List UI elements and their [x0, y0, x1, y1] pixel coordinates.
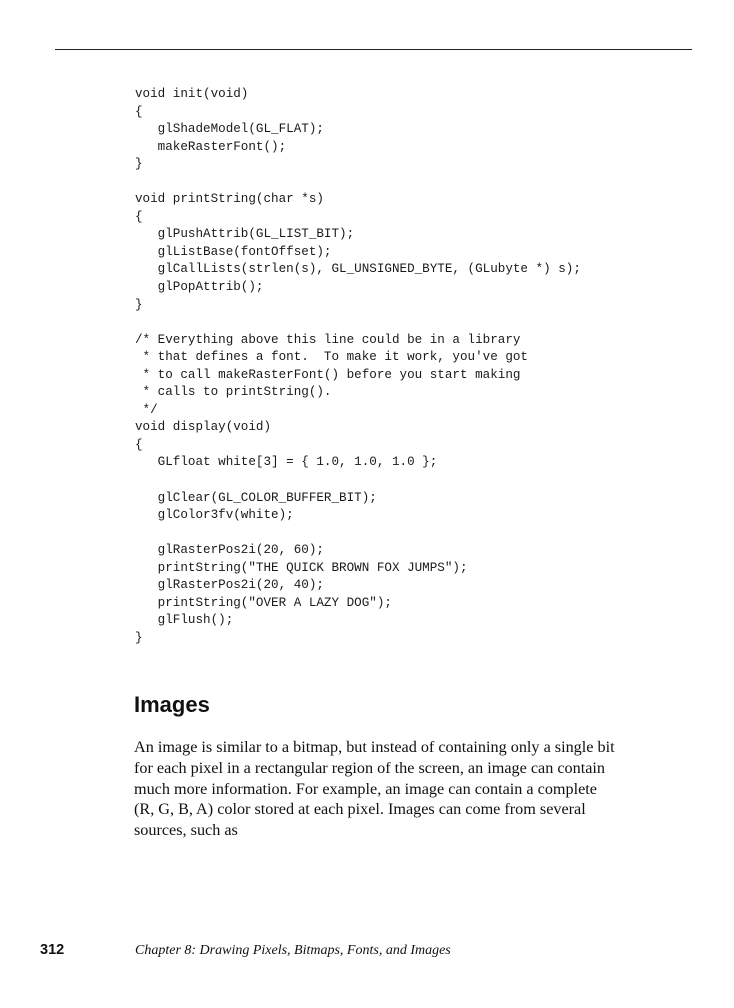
code-line: } — [135, 297, 143, 312]
code-line: printString("THE QUICK BROWN FOX JUMPS"); — [135, 560, 468, 575]
code-line: { — [135, 104, 143, 119]
code-line: */ — [135, 402, 158, 417]
code-line: { — [135, 209, 143, 224]
code-line: glFlush(); — [135, 613, 234, 628]
code-line: * that defines a font. To make it work, you've got — [135, 350, 528, 365]
code-line: void printString(char *s) — [135, 192, 324, 207]
code-line: * calls to printString(). — [135, 385, 332, 400]
page-number: 312 — [40, 942, 65, 958]
code-line: /* Everything above this line could be in a library — [135, 332, 521, 347]
code-listing — [135, 86, 581, 648]
code-line: } — [135, 630, 143, 645]
paragraph-line: sources, such as — [134, 821, 238, 840]
section-heading: Images — [134, 692, 210, 717]
code-line: } — [135, 157, 143, 172]
code-line — [135, 174, 581, 192]
code-line: glShadeModel(GL_FLAT); — [135, 122, 324, 137]
code-line: glClear(GL_COLOR_BUFFER_BIT); — [135, 490, 377, 505]
code-line: glPushAttrib(GL_LIST_BIT); — [135, 227, 355, 242]
paragraph-line: (R, G, B, A) color stored at each pixel. Images can come from several — [134, 800, 586, 819]
code-line: printString("OVER A LAZY DOG"); — [135, 595, 392, 610]
code-line — [135, 314, 581, 332]
code-line: makeRasterFont(); — [135, 139, 287, 154]
code-line: GLfloat white[3] = { 1.0, 1.0, 1.0 }; — [135, 455, 438, 470]
paragraph-line: for each pixel in a rectangular region of the screen, an image can contain — [134, 758, 606, 777]
code-line: glRasterPos2i(20, 60); — [135, 543, 324, 558]
header-rule — [55, 49, 692, 50]
code-line — [135, 525, 581, 543]
body-paragraph — [134, 737, 704, 841]
code-line: void init(void) — [135, 87, 249, 101]
code-line: glListBase(fontOffset); — [135, 244, 332, 259]
paragraph-line: An image is similar to a bitmap, but instead of containing only a single bit — [134, 738, 615, 756]
paragraph-line: much more information. For example, an image can contain a complete — [134, 779, 597, 798]
running-footer-chapter-title: Chapter 8: Drawing Pixels, Bitmaps, Fonts, and Images — [135, 943, 451, 958]
code-line: glRasterPos2i(20, 40); — [135, 578, 324, 593]
code-line: { — [135, 437, 143, 452]
code-line: glCallLists(strlen(s), GL_UNSIGNED_BYTE, (GLubyte *) s); — [135, 262, 581, 277]
code-line: * to call makeRasterFont() before you start making — [135, 367, 521, 382]
code-line: glColor3fv(white); — [135, 508, 294, 523]
code-line: glPopAttrib(); — [135, 280, 264, 295]
code-line — [135, 472, 581, 490]
code-line: void display(void) — [135, 420, 272, 435]
